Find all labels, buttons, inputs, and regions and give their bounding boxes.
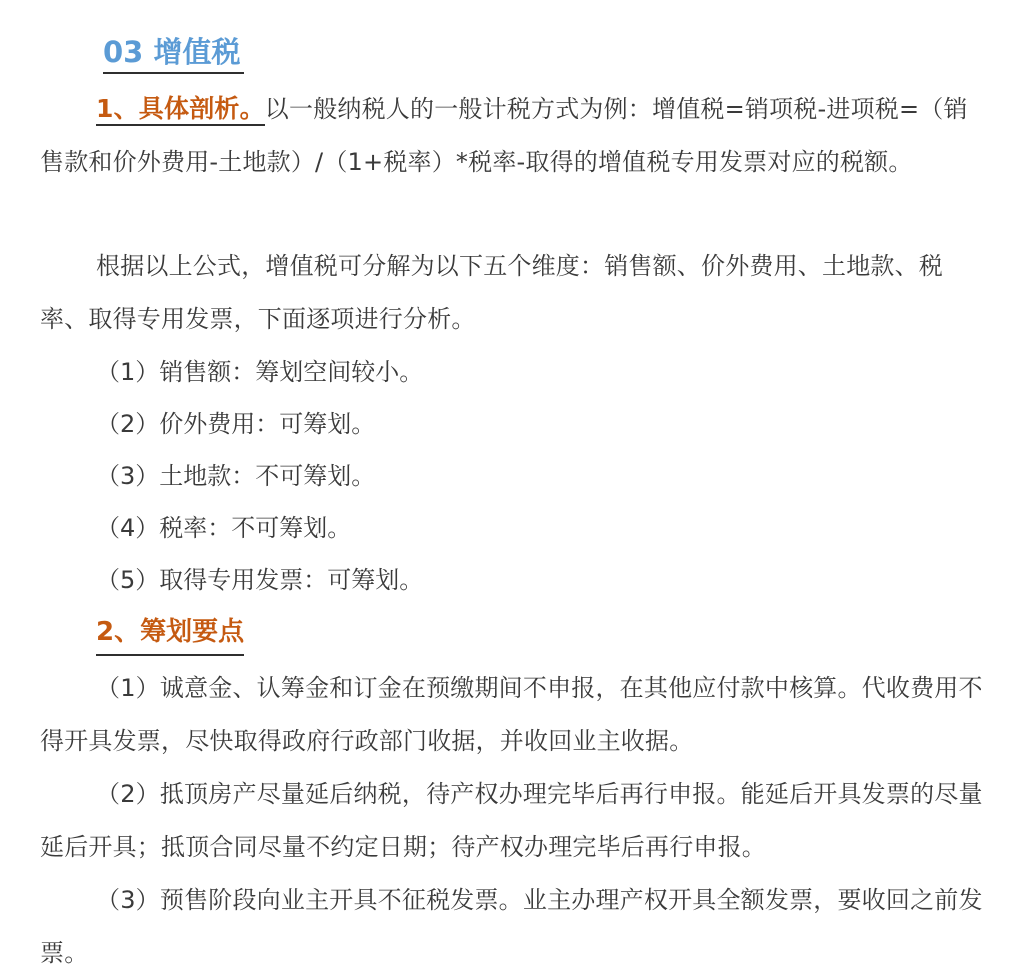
section-title: 03 增值税: [103, 32, 244, 74]
intro-paragraph: 根据以上公式，增值税可分解为以下五个维度：销售额、价外费用、土地款、税率、取得专用发票，下面逐项进行分析。: [40, 252, 943, 333]
point-deposit: （1）诚意金、认筹金和订金在预缴期间不申报，在其他应付款中核算。代收费用不得开具发票，尽快取得政府行政部门收据，并收回业主收据。: [40, 674, 983, 755]
list-item-land: （3）土地款：不可筹划。: [96, 462, 376, 490]
list-item-tax-rate: （4）税率：不可筹划。: [96, 514, 352, 542]
list-item-extra-fees: （2）价外费用：可筹划。: [96, 410, 376, 438]
formula-paragraph: [40, 82, 990, 189]
list-item-invoice: （5）取得专用发票：可筹划。: [96, 566, 424, 594]
point-offset-property: （2）抵顶房产尽量延后纳税，待产权办理完毕后再行申报。能延后开具发票的尽量延后开具；抵顶合同尽量不约定日期；待产权办理完毕后再行申报。: [40, 780, 983, 861]
part2-heading: 2、筹划要点: [96, 610, 244, 656]
point-presale-invoice: （3）预售阶段向业主开具不征税发票。业主办理产权开具全额发票，要收回之前发票。: [40, 886, 983, 967]
list-item-sales: （1）销售额：筹划空间较小。: [96, 358, 424, 386]
formula-text: 以一般纳税人的一般计税方式为例：增值税=销项税-进项税=（销售款和价外费用-土地款）/（1+税率）*税率-取得的增值税专用发票对应的税额。: [40, 95, 968, 176]
part1-heading: 1、具体剖析。: [96, 94, 265, 126]
